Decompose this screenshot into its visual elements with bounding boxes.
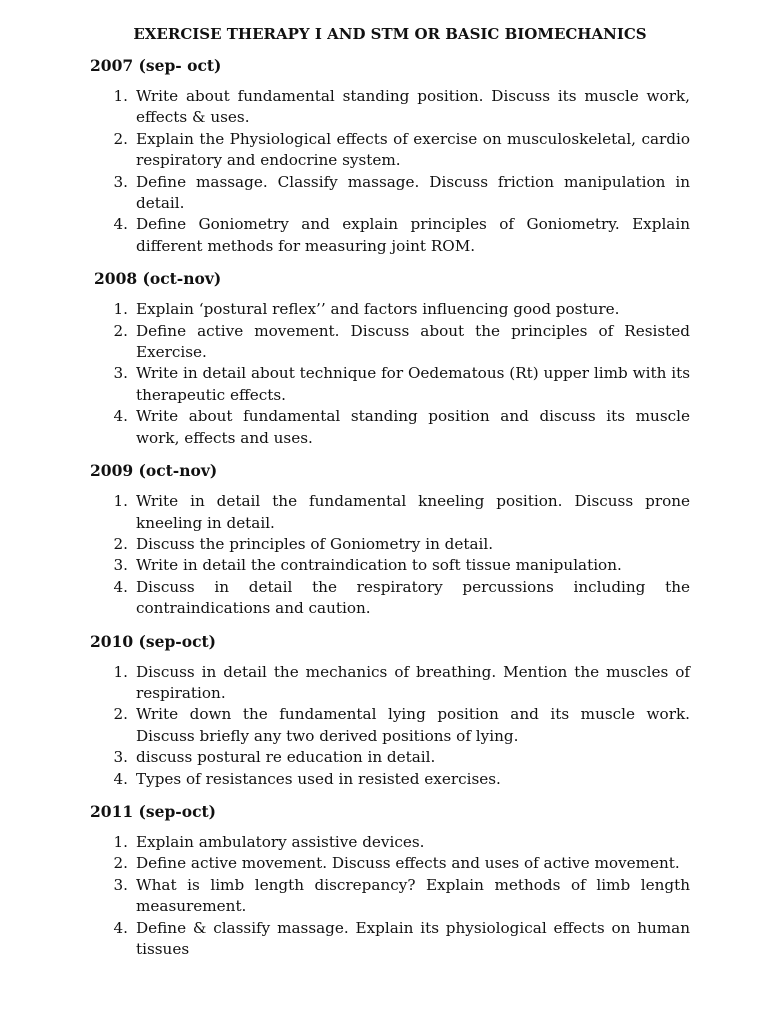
item-text: Define & classify massage. Explain its physiological effects on human tissues [136,918,690,958]
item-text: What is limb length discrepancy? Explain methods of limb length measurement. [136,875,690,916]
item-number: 1. [113,492,128,511]
item-number: 3. [113,875,128,894]
section-heading: 2009 (oct-nov) [90,461,218,481]
item-number: 2. [113,705,128,724]
item-text: discuss postural re education in detail. [136,748,436,767]
list-item [90,363,690,406]
item-text: Write about fundamental standing position and discuss its muscle work, effects and uses. [136,407,690,447]
item-text: Write in detail about technique for Oedematous (Rt) upper limb with its therapeutic effects. [136,364,690,404]
item-number: 3. [113,748,128,767]
item-number: 1. [113,832,128,851]
item-number: 4. [113,215,128,234]
item-text: Define active movement. Discuss effects and uses of active movement. [136,854,680,873]
list-item [90,832,690,853]
list-item [90,491,690,534]
list-item [90,86,690,129]
document-title: EXERCISE THERAPY I AND STM OR BASIC BIOMECHANICS [133,25,647,43]
list-item [90,214,690,257]
item-text: Explain ambulatory assistive devices. [136,832,425,851]
list-item [90,918,690,961]
item-number: 1. [113,87,128,105]
item-text: Explain the Physiological effects of exercise on musculoskeletal, cardio respiratory and endocrine system. [136,129,690,170]
item-number: 2. [113,321,128,340]
list-item [90,747,690,768]
list-item [90,577,690,620]
list-item [90,853,690,874]
list-item [90,769,690,790]
section-heading: 2011 (sep-oct) [90,801,216,821]
section-heading: 2008 (oct-nov) [94,269,222,289]
list-item [90,534,690,555]
question-list [90,832,690,960]
item-text: Define active movement. Discuss about the principles of Resisted Exercise. [136,321,690,362]
item-number: 2. [113,534,128,553]
item-text: Write down the fundamental lying position and its muscle work. Discuss briefly any two derived positions of lying. [136,705,690,745]
section-2009 [90,461,690,619]
list-item [90,172,690,215]
item-number: 3. [113,172,128,191]
list-item [90,875,690,918]
section-2008 [90,269,690,449]
item-text: Write in detail the contraindication to soft tissue manipulation. [136,556,622,575]
item-number: 1. [113,300,128,319]
item-text: Write about fundamental standing position. Discuss its muscle work, effects & uses. [136,87,690,127]
question-list [90,491,690,619]
list-item [90,321,690,364]
item-text: Types of resistances used in resisted exercises. [136,769,501,788]
section-2007 [90,56,690,257]
item-text: Discuss the principles of Goniometry in detail. [136,534,494,553]
list-item [90,555,690,576]
list-item [90,406,690,449]
item-text: Write in detail the fundamental kneeling position. Discuss prone kneeling in detail. [136,492,690,532]
question-list [90,299,690,449]
item-number: 3. [113,556,128,575]
list-item [90,299,690,320]
section-2011 [90,802,690,960]
item-number: 4. [113,769,128,788]
item-text: Define massage. Classify massage. Discuss friction manipulation in detail. [136,172,690,213]
item-number: 3. [113,364,128,383]
question-list [90,86,690,257]
section-heading: 2007 (sep- oct) [90,56,222,75]
list-item [90,704,690,747]
item-number: 4. [113,407,128,426]
item-text: Explain ‘postural reflex’’ and factors influencing good posture. [136,300,620,319]
item-number: 4. [113,577,128,596]
list-item [90,129,690,172]
list-item [90,662,690,705]
item-text: Discuss in detail the mechanics of breathing. Mention the muscles of respiration. [136,662,690,702]
section-heading: 2010 (sep-oct) [90,631,216,651]
section-2010 [90,632,690,790]
item-number: 4. [113,918,128,937]
question-list [90,662,690,790]
item-number: 1. [113,662,128,681]
item-number: 2. [113,854,128,873]
item-text: Define Goniometry and explain principles of Goniometry. Explain different methods for measuring joint ROM. [136,215,690,255]
item-text: Discuss in detail the respiratory percussions including the contraindications and caution. [136,577,690,618]
item-number: 2. [113,129,128,148]
